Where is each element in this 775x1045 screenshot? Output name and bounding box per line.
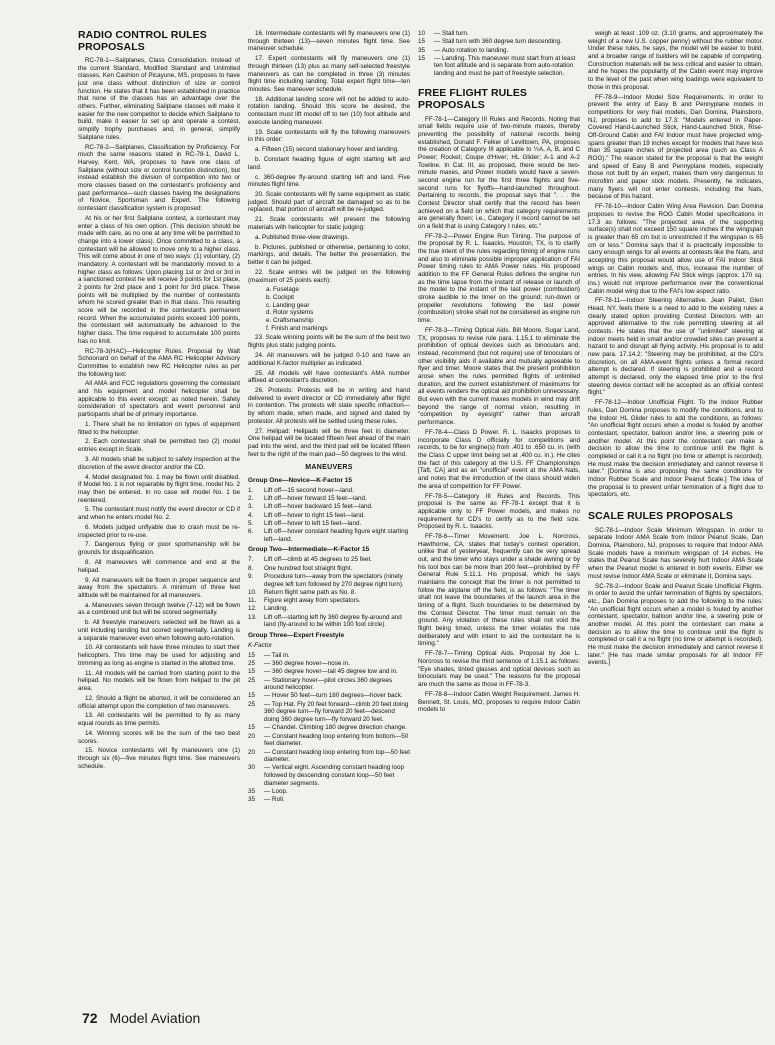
maneuver-text: Procedure turn—away from the spectators (ninety degree left turn followed by 270 degree right turn).: [264, 572, 404, 588]
maneuver-text: — Top Hat. Fly 20 feet forward—climb 20 feet doing 360 degree turn—fly forward 20 feet—descend doing 360 degree turn—fly forward 20 feet.: [264, 700, 409, 724]
paragraph: FF-78-11—Indoor Steering Alternative. Jean Pailet, Glen Head, NY, feels there is a need to add to the existing rules a clearly stated option providing Contest Directors with an approved alternative to the rule permitting steering at all contests. He states that the use of "unlimited" steering at indoor meets held in small and/or crowded sites can present a hazard to and disrupt all flying activity. His proposal is to add new para. 17.14.2: "Steering may be prohibited, at the CD's discretion, on all AMA-event flights unless a formal record attempt is declared. If steering is prohibited and a record attempt is declared, only the elapsed time prior to the first steering device contact will be accepted as an official contest flight.": [588, 297, 763, 397]
paragraph: b. Constant heading figure of eight starting left and land.: [248, 156, 410, 171]
rc-paragraphs: [78, 57, 240, 770]
paragraph: SC-78-2—Indoor Scale and Peanut Scale Unofficial Flights. In order to avoid the unfair termination of flights by spectators, etc., Dan Domina proposes to add the following to the rules: "An unofficial flight occurs when a model is fouled by another contestant, spectator, balloon and/or line, a steering pole or another model. At this point the contestant can make a decision as to allow the time to continue until the flight is completed or call it a no flight (no time or attempt is recorded). He must make the decision immediately and cannot reverse it later." [He has made similar proposals for all Indoor FF events.]: [588, 582, 763, 667]
scale-paragraphs: [588, 527, 763, 667]
maneuver-item: [248, 597, 410, 605]
paragraph: 21. Scale contestants will present the following materials with helicopter for static judging:: [248, 216, 410, 231]
maneuver-number: 5.: [248, 519, 254, 527]
maneuver-item: [248, 520, 410, 528]
paragraph: 2. Each contestant shall be permitted two (2) model entries except in Scale.: [78, 438, 240, 454]
paragraph: a. Fifteen (15) second stationary hover and landing.: [255, 146, 399, 154]
maneuver-item: [248, 724, 410, 732]
maneuver-number: 13.: [248, 613, 257, 621]
maneuver-number: 15: [248, 692, 256, 700]
group-one-maneuvers: [248, 487, 410, 544]
maneuver-text: Lift off—hover to right 15 feet—land.: [264, 511, 366, 519]
group-three-title: Group Three—Expert Freestyle: [248, 631, 345, 639]
maneuver-item: [418, 30, 580, 38]
maneuver-number: 35: [418, 46, 426, 54]
maneuver-item: [248, 749, 410, 764]
maneuver-item: [248, 660, 410, 668]
paragraph: a. Published three-view drawings.: [255, 233, 350, 241]
paragraph: 9. All maneuvers will be flown in proper sequence and away from the spectators. A minimum of three feet altitude will be maintained for all maneuvers.: [78, 576, 240, 599]
maneuver-number: 15: [418, 54, 426, 62]
maneuver-number: 12.: [248, 605, 257, 613]
paragraph: FF-78-3—Timing Optical Aids. Bill Moore, Sugar Land, TX, proposes to revise rule para. 1.15.1 to eliminate the prohibition of optical devices such as binoculars and, instead, recommend (but not require) use of binoculars or other visibility aids if available and mutually agreeable to flyer and timer. Moore states that the present prohibition arose when the rules permitted flights of unlimited duration, and the current establishment of maximums for all events renders the optical aid prohibition unnecessary. But even with the current maxes models in wind may drift beyond the range of normal vision, resulting in "competition by eyesight" rather than aircraft performance.: [418, 327, 580, 427]
paragraph: FF-78-1—Category III Rules and Records. Noting that small fields require use of two-minute maxes, thereby preventing the possibility of national records being established, Donald F. Felker of Levittown, PA, proposes the creation of Category III applicable to ½A, A, B, and C Power; Rocket; Coupe d'Hiver; HL Glider; A-1 and A-2 Towline. In Cat. III, as proposed, there would be two-minute maxes, and Power models would have a seven-second engine run for the first three flights and five-second runs for flyoffs—hand-launched throughout. Pertaining to records, the proposal says that ". . . the Contest Director shall certify that the record has been achieved on a field on which that category requirements are generally flown; i.e., Category II record cannot be set on a field that is using Category I rules, etc.": [418, 115, 580, 230]
maneuver-number: 25: [248, 659, 256, 667]
group-two-maneuvers: [248, 556, 410, 629]
paragraph: FF-78-7—Timing Optical Aids. Proposal by Joe L. Norcross to revise the third sentence of 1.15.1 as follows: "Eye shades, tinted glasses and optical devices such as binoculars may be used." The reasons for the proposal are much the same as those in FF-78-3.: [418, 650, 580, 688]
maneuver-text: One hundred foot straight flight.: [264, 564, 353, 572]
maneuver-number: 11.: [248, 597, 257, 605]
maneuver-text: Landing.: [264, 605, 289, 613]
page-footer: [82, 1010, 200, 1026]
paragraph: 26. Protests: Protests will be in writing and hand delivered to event director or CD immediately after flight in contention. The protests will state specific infraction—by whom made, when made, and signed and dated by protestor. All protests will be settled using these rules.: [248, 387, 410, 425]
list-item: e. Craftsmanship: [266, 317, 314, 325]
paragraph: 24. All maneuvers will be judged 0-10 and have an additional K-factor multiplier as indicated.: [248, 351, 410, 367]
maneuver-number: 8.: [248, 564, 254, 572]
group-one-title: Group One—Novice—K-Factor 15: [248, 476, 353, 484]
column-2: [248, 30, 410, 1005]
maneuver-text: — Vertical eight. Ascending constant heading loop followed by descending constant loop—50 feet diameter segments.: [264, 764, 405, 787]
paragraph: weigh at least .109 oz. (3.10 grams, and approximately the weight of a new U.S. copper penny) without the rubber motor. Under these rules, he says, the model will be easier to build, and a broader range of builders will be capable of competing. Construction materials will be less critical and easier to obtain, and he hopes the popularity of the Cabin event may improve to the level of the past when wing loadings were equivalent to those in this proposal.: [588, 30, 763, 91]
paragraph: 20. Scale contestants will fly same equipment as static judged. Should part of aircraft be damaged so as to be replaced, that portion of aircraft will be re-judged.: [248, 191, 410, 214]
paragraph: 18. Additional landing score will not be added to auto-rotation landing. Should this score be desired, the contestant must lift model off to ten (10) foot altitude and execute landing maneuver.: [248, 95, 410, 126]
paragraph: FF-78-5—Category III Rules and Records. This proposal is the same as FF-78-1 except that it is applicable only to FF Power models, and makes no requirement for CD's to certify as to the field size. Proposed by R. L. Isaacks.: [418, 492, 580, 531]
maneuver-text: — Auto rotation to landing.: [434, 46, 509, 54]
group-two-title: Group Two—Intermediate—K-Factor 15: [248, 546, 370, 554]
maneuver-text: — Constant heading loop entering from bottom—50 feet diameter.: [264, 732, 409, 748]
paragraph: 8. All maneuvers will commence and end at the helipad.: [78, 559, 240, 574]
maneuver-text: Lift off—hover constant heading figure eight starting left—land.: [264, 528, 409, 543]
k-factor-label: K-Factor: [248, 641, 273, 649]
maneuver-text: Figure eight away from spectators.: [264, 597, 361, 605]
paragraph: 13. All contestants will be permitted to fly as many equal rounds as time permits.: [78, 712, 240, 728]
maneuver-item: [248, 495, 410, 503]
paragraph: At his or her first Sailplane contest, a contestant may enter a class of his own option. (This decision should be made with care, as no one at any time will be permitted to change into a lower class). Once committed to a class, a contestant will be allowed to move only to a higher class. This will come about in one of two ways: (1) voluntary, (2) mandatory. A contestant will be mandatorily moved to a higher class as follows: Upon placing 1st or 2nd or 3rd in a sanctioned contest he will receive 3 points for 1st place, 2 points for 2nd place and 1 point for 3rd place. These points will be multiplied by the number of contestants whom he scored greater than in that class. This resulting score will be recorded in the contestant's permanent record. When the accumulated points exceed 100 points, the contestant will automatically be advanced to the higher class. The time required to accumulate 100 points has no limit.: [78, 214, 240, 345]
maneuver-number: 30: [248, 764, 256, 772]
maneuver-text: — Stall turn.: [434, 30, 469, 37]
maneuver-text: Lift off—hover backward 15 feet—land.: [264, 503, 373, 511]
maneuver-number: 7.: [248, 556, 254, 564]
paragraph: FF-78-6—Timer Movement. Joe L. Norcross, Hawthorne, CA, states that today's contest operation, unlike that of yesteryear, frequently can be very spread out, and the timer who stays under a shade awning or by his tool box can be more than 200 feet—prohibited by FF General Rule 5.11.1. His proposal, which he says maintains the concept that the timer is not permitted to follow the airplane off the field, is as follows: "The timer shall not leave the boundaries of the launch area in the timing of a flight. Such boundaries to be determined by the Contest Director. The timer must remain on the ground. Any violation of these rules shall not void the flight being timed, unless the timer violates the rule deliberately and with intent to aid the contestant he is timing.": [418, 533, 580, 648]
paragraph: 22. Scale entries will be judged on the following (maximum of 25 points each):: [248, 268, 410, 284]
paragraph: a. Maneuvers seven through twelve (7-12) will be flown as a combined unit but will be scored segmentally.: [78, 601, 240, 617]
paragraph: 11. All models will be carried from starting point to the helipad. No models will be flown from helipad to the pit area.: [78, 669, 240, 693]
column-4: [588, 30, 763, 1005]
maneuver-text: — Chandel. Climbing 180 degree direction change.: [264, 724, 407, 732]
paragraph: FF-78-2—Power Engine Run Timing. The purpose of the proposal by R. L. Isaacks, Houston, TX, is to clarify the true intent of the rules regarding timing of engine runs and also to eliminate possible improper application of FAI Power timing rules to AMA Power rules. His proposed addition to the FF General Rules defines the engine run as the time lapse from the instant of release or launch of the model to the instant of the last power (combustion) stroke audible to the timer on the ground; run-down or propeller revolutions following the last power (combustion) stroke shall not be considered as engine run time.: [418, 232, 580, 325]
ff-paragraphs-continued: [588, 30, 763, 499]
list-item: d. Rotor systems: [266, 309, 314, 317]
maneuver-number: 10: [418, 30, 426, 37]
ff-paragraphs: [418, 116, 580, 714]
maneuver-item: [248, 589, 410, 597]
maneuver-number: 6.: [248, 528, 254, 536]
list-item: a. Fuselage: [266, 286, 299, 294]
list-item: b. Cockpit: [266, 294, 294, 302]
maneuvers-heading: MANEUVERS: [305, 464, 353, 472]
helicopter-rules-continued: [248, 30, 410, 284]
paragraph: 12. Should a flight be aborted, it will be considered an official attempt upon the completion of two maneuvers.: [78, 694, 240, 710]
paragraph: 15. Novice contestants will fly maneuvers one (1) through six (6)—five minutes flight time. See maneuvers schedule.: [78, 747, 240, 770]
maneuver-text: Lift off—15 second hover—land.: [264, 486, 354, 494]
column-1: [78, 30, 240, 1005]
paragraph: c. 360-degree fly-around starting left and land. Five minutes flight time.: [248, 173, 410, 189]
maneuver-number: 35: [248, 788, 256, 796]
maneuver-text: — Constant heading loop entering from top—50 feet diameter.: [264, 748, 410, 764]
maneuver-text: Lift off—climb at 45 degrees to 25 feet.: [264, 556, 373, 564]
maneuver-text: — Stall turn with 360 degree turn descending.: [434, 38, 562, 46]
ff-rules-heading: FREE FLIGHT RULES PROPOSALS: [418, 87, 528, 111]
list-item: f. Finish and markings: [266, 324, 328, 332]
paragraph: SC-78-1—Indoor Scale Minimum Wingspan. In order to separate Indoor AMA Scale from Indoor Peanut Scale, Dan Domina, Plainsboro, NJ, proposes to require that Indoor AMA Scale models have a minimum wingspan of 14 inches. He states that Peanut Scale has severely hurt Indoor AMA Scale when the Peanut model is entered in both events. Either we must revise Indoor AMA Scale or eliminate it, Domina says.: [588, 526, 763, 580]
paragraph: FF-78-4—Class D Power. R. L. Isaacks proposes to incorporate Class D officially for competitions and records, to be for engine(s) from .401 to .650 cu. in. (with the Class C upper limit being set at .400 cu. in.). He cites the fact of this category at the U.S. FF Championships [Taft, CA] and as an "unofficial" event at the AMA Nats, and notes that the introduction of the class should widen the area of competition for FF Power.: [418, 428, 580, 490]
maneuver-number: 2.: [248, 494, 254, 502]
maneuver-item: [248, 503, 410, 511]
scale-rules-heading: SCALE RULES PROPOSALS: [588, 510, 734, 523]
maneuver-item: [418, 38, 580, 46]
maneuver-number: 15: [248, 724, 256, 732]
magazine-page: [78, 30, 768, 1005]
paragraph: 1. There shall be no limitation on types of equipment fitted to the helicopter.: [78, 420, 240, 436]
paragraph: RC-78-1—Sailplanes, Class Consolidation. Instead of the current Standard, Modified Standard and Unlimited classes, Ken Cashion of Picayune, MS, proposes to have just one class without distinction of size or control function. He states that it has been established in practice that none of the classes has an advantage over the others. Further, eliminating Sailplane classes will make it easier for the new competitor to decide which Sailplane to build, make it easier to set up and operate a contest, simplify trophy purchases and, in general, simplify Sailplane rules.: [78, 57, 240, 141]
paragraph: 6. Models judged unflyable due to crash must be re-inspected prior to re-use.: [78, 523, 240, 539]
judging-criteria-list: [248, 286, 410, 332]
maneuver-text: — Tail in.: [264, 651, 290, 659]
rc-rules-heading: RADIO CONTROL RULES PROPOSALS: [78, 30, 207, 53]
maneuver-text: — Loop.: [264, 788, 288, 796]
maneuver-item: [248, 692, 410, 700]
paragraph: RC-78-3(HAC)—Helicopter Rules. Proposal by Walt Schoonard on behalf of the AMA RC Helicopter Advisory Committee to establish new RC Helicopter rules as per the following text:: [78, 347, 240, 378]
maneuver-item: [248, 487, 410, 495]
maneuver-number: 20: [248, 748, 256, 756]
maneuver-item: [248, 764, 410, 787]
paragraph: 10. All contestants will have three minutes to start their helicopters. This time may be used for adjusting and trimming as long as engine is started in the allotted time.: [78, 644, 240, 667]
paragraph: 3. All models shall be subject to safety inspection at the discretion of the event director and/or the CD.: [78, 456, 240, 471]
maneuver-number: 4.: [248, 511, 254, 519]
maneuver-item: [248, 512, 410, 520]
maneuver-item: [248, 668, 410, 676]
paragraph: 17. Expert contestants will fly maneuvers one (1) through thirteen (13) plus as many self-selected freestyle maneuvers as can be completed in three (3) minutes flight time including landing. Total expert flight time—ten minutes. See maneuver schedule.: [248, 55, 410, 93]
maneuver-item: [248, 605, 410, 613]
paragraph: FF-78-8—Indoor Cabin Weight Requirement. James H. Bennett, St. Louis, MO, proposes to require Indoor Cabin models to: [418, 690, 580, 714]
maneuver-text: — Roll.: [264, 796, 285, 804]
paragraph: All AMA and FCC regulations governing the contestant and his equipment and model helicopter shall be applicable to this event except: as noted herein. Safety consideration of spectators and event personnel and participants shall be of primary importance.: [78, 380, 240, 419]
maneuver-text: — Landing. This maneuver must start from at least ten foot altitude and is separate from auto-rotation landing and must be part of freestyle selection.: [434, 54, 576, 78]
maneuver-text: — 360 degree hover—nose in.: [264, 659, 350, 667]
maneuver-text: Lift off—hover to left 15 feet—land.: [264, 519, 362, 527]
maneuver-item: [248, 701, 410, 724]
paragraph: 19. Scale contestants will fly the following maneuvers in this order:: [248, 128, 410, 144]
maneuver-number: 1.: [248, 486, 254, 494]
maneuver-item: [248, 614, 410, 629]
maneuver-text: — Hover 50 feet—turn 180 degrees—hover back.: [264, 692, 403, 700]
maneuver-item: [248, 733, 410, 748]
freestyle-maneuvers-continued: [418, 30, 580, 78]
paragraph: 16. Intermediate contestants will fly maneuvers one (1) through thirteen (13)—seven minutes flight time. See maneuver schedule.: [248, 30, 410, 53]
maneuver-number: 3.: [248, 503, 254, 511]
maneuver-number: 35: [248, 796, 256, 804]
column-3: [418, 30, 580, 1005]
list-item: c. Landing gear: [266, 301, 310, 309]
paragraph: FF-78-12—Indoor Unofficial Flight. To the Indoor Rubber rules, Dan Domina proposes to modify the conditions, and to the Indoor HL Glider rules to add the conditions, as follows: "An unofficial flight occurs when a model is fouled by another contestant, spectator, balloon and/or line, a steering pole or another model. At this point the contestant can make a decision to allow the time to continue until the flight is completed or call it a no flight (no time or attempt is recorded). He must make the decision immediately and cannot reverse it later." [Domina is also proposing the same conditions for Indoor Rubber Scale and Indoor Peanut Scale.] The idea of the proposal is to prevent unfair termination of a flight due to spectators, etc.: [588, 399, 763, 499]
paragraph: b. Pictures, published or otherwise, pertaining to color, markings, and details. The better the presentation, the better it can be judged.: [248, 243, 410, 267]
maneuver-text: Return flight same path as No. 8.: [264, 588, 357, 596]
paragraph: 25. All models will have contestant's AMA number affixed at contestant's discretion.: [248, 369, 410, 385]
maneuver-number: 15: [248, 651, 256, 659]
maneuver-number: 25: [248, 676, 256, 684]
maneuver-number: 9.: [248, 572, 254, 580]
paragraph: FF-78-10—Indoor Cabin Wing Area Revision. Dan Domina proposes to revise the ROG Cabin Model specifications in 17.3 as follows: "The projected area of the supporting surface(s) shall not exceed 150 square inches if the wingspan is greater than 65 cm but is unrestricted if the wingspan is 65 cm or less." Domina says that it is practically impossible to carry enough wings for all events at contests like the Nats, and accepting this proposal would allow use of FAI Indoor Stick wings on Cabin models and, thus, increase the number of entries. In his view, allowing FAI Stick wings (approx. 170 sq. ins.) would not improve performance over the conventional Cabin model wing due to the FAI's low aspect ratio.: [588, 203, 763, 295]
paragraph: 5. The contestant must notify the event director or CD if and when he enters model No. 2.: [78, 506, 240, 522]
maneuver-number: 10.: [248, 588, 257, 596]
maneuver-text: Lift off—starting left fly 360 degree fly-around and land (fly-around to be within 100 foot circle).: [264, 613, 402, 629]
maneuver-item: [248, 565, 410, 573]
maneuver-number: 15: [248, 668, 256, 676]
maneuver-item: [248, 796, 410, 804]
maneuver-item: [418, 55, 580, 78]
maneuver-item: [248, 528, 410, 543]
magazine-title: Model Aviation: [109, 1010, 201, 1026]
maneuver-text: Lift off—hover forward 15 feet—land.: [264, 494, 367, 502]
maneuver-number: 25: [248, 700, 256, 708]
maneuver-item: [248, 556, 410, 564]
maneuver-item: [248, 652, 410, 660]
maneuver-text: — Stationary hover—pilot circles 360 degrees around helicopter.: [264, 676, 393, 692]
maneuver-item: [248, 788, 410, 796]
maneuver-number: 20: [248, 732, 256, 740]
paragraph: 14. Winning scores will be the sum of the two best scores.: [78, 729, 240, 745]
maneuver-number: 15: [418, 38, 426, 46]
page-number: 72: [82, 1010, 98, 1026]
group-three-maneuvers: [248, 652, 410, 804]
maneuver-item: [248, 677, 410, 692]
paragraph: 4. Model designated No. 1 may be flown until disabled. If Model No. 1 is not repairable by flight time, model No. 2 may then be entered. In no case will model No. 1 be reentered.: [78, 473, 240, 504]
paragraph: FF-78-9—Indoor Model Size Requirements. In order to prevent the entry of Easy B and Pennyplane models in competitions for very frail models, Dan Domina, Plainsboro, NJ, proposes to add to 17.3: "Models entered in Paper-Covered Hand-Launched Stick, Hand-Launched Stick, Rise-Off-Ground Cabin and FAI Indoor must have projected wing-spans greater than 19 inches except for models that have less than 35 square inches of projected area (such as Class A ROG)." The reason stated for the proposal is that the weight and speed of Easy B and Pennyplane models, especially those not built by an expert, makes them very dangerous to microfilm and paper stick models. Presently, he indicates, many flyers will not enter contests, including the Nats, because of this hazard.: [588, 93, 763, 201]
paragraph: b. All freestyle maneuvers selected will be flown as a unit including landing but scored segmentally. Landing is a separate maneuver even when following auto-rotation.: [78, 619, 240, 642]
paragraph: 27. Helipad: Helipads will be three feet in diameter. One helipad will be located fifteen feet ahead of the main pad into the wind, and the third pad will be located fifteen feet to the right of the main pad—50 degrees to the wind.: [248, 427, 410, 458]
helicopter-rules-continued-2: [248, 334, 410, 458]
maneuver-text: — 360 degree hover—tail 45 degree low and in.: [264, 668, 398, 676]
maneuver-item: [418, 47, 580, 55]
maneuver-item: [248, 573, 410, 588]
paragraph: RC-78-2—Sailplanes, Classification by Proficiency. For much the same reasons stated in RC-78-1, David L. Harvey, Kent, WA, proposes to have one class of Sailplane (without size or control function distinction), but instead establish the division of competition into two or more classes based on the contestant's proficiency and past performance—such classes having the designations of Novice, Sportsman and Expert. The following contestant classification system is proposed:: [78, 143, 240, 213]
paragraph: 23. Scale winning points will be the sum of the best two flights plus static judging points.: [248, 334, 410, 350]
paragraph: 7. Dangerous flying or poor sportsmanship will be grounds for disqualification.: [78, 541, 240, 557]
